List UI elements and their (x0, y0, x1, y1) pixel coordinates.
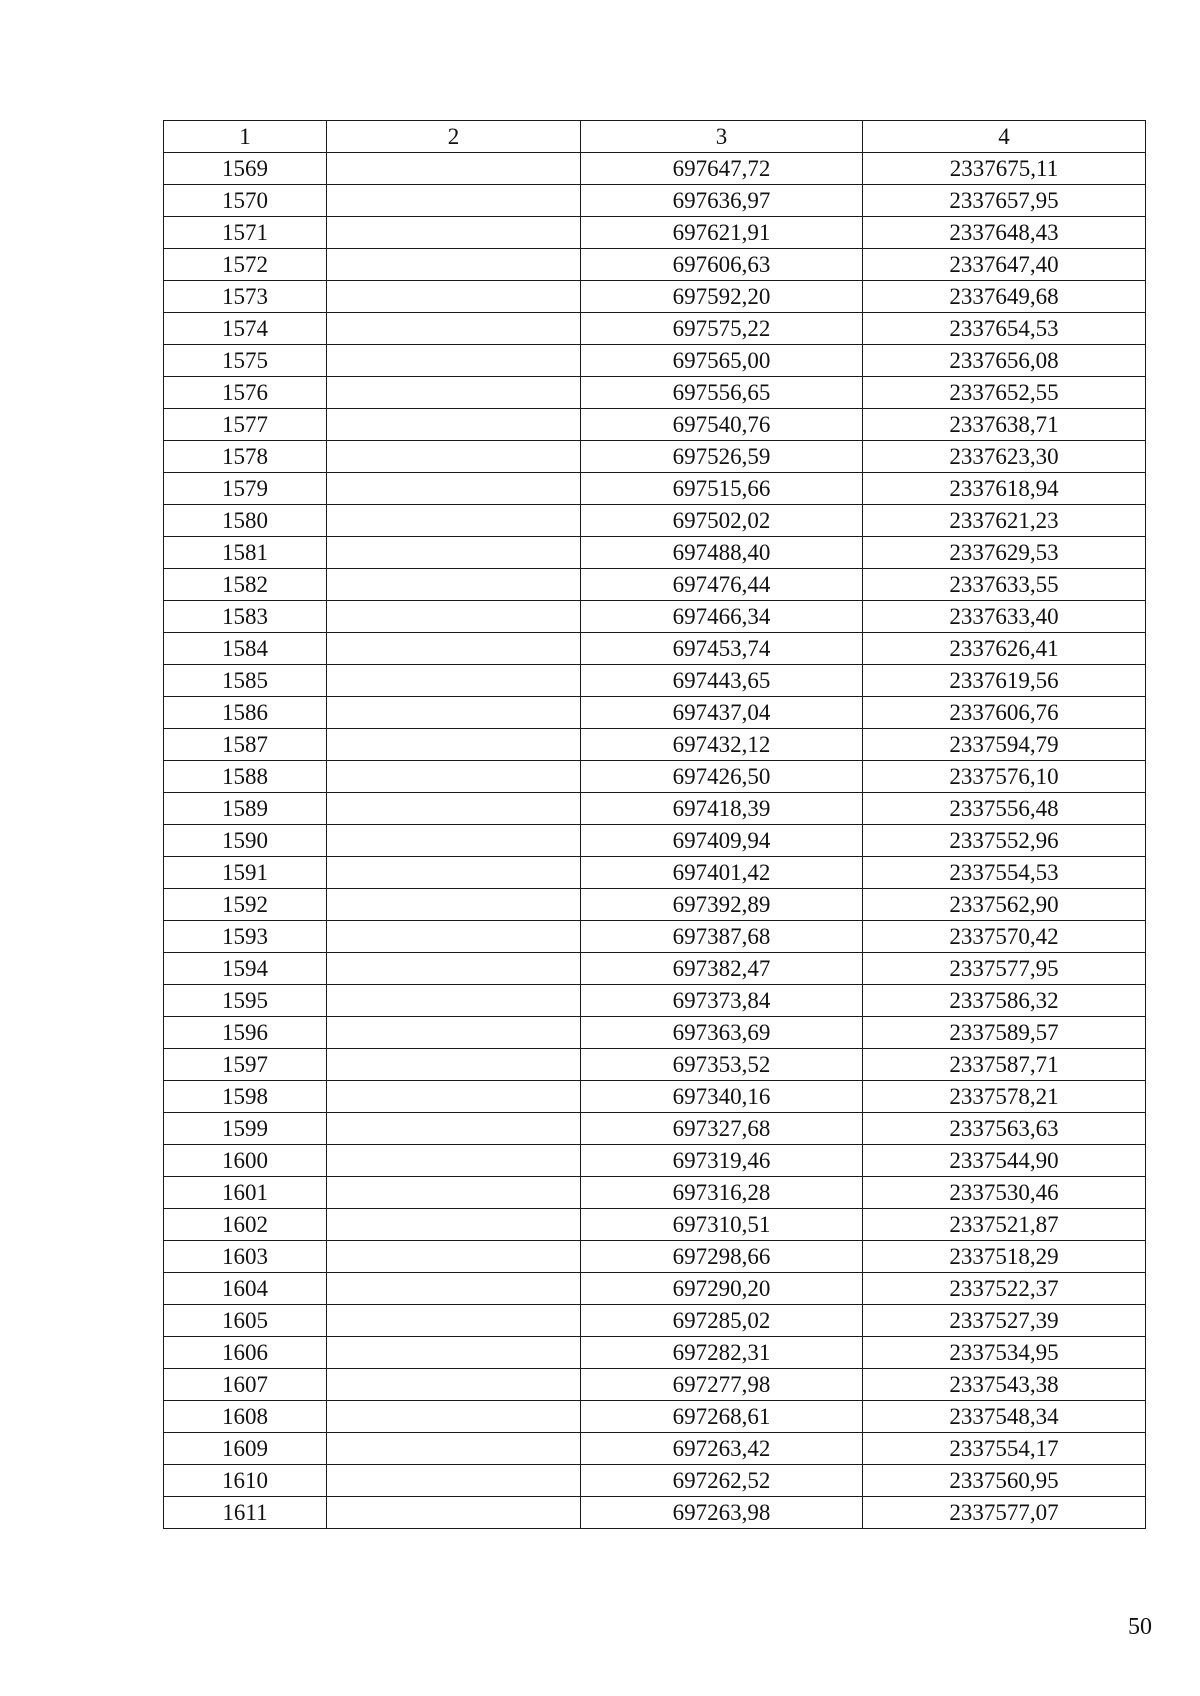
table-cell-col-4: 2337521,87 (863, 1209, 1146, 1241)
table-cell-col-4: 2337556,48 (863, 793, 1146, 825)
table-row (164, 953, 1146, 985)
table-cell-col-3: 697363,69 (581, 1017, 863, 1049)
table-cell-col-2 (327, 441, 581, 473)
table-cell-col-2 (327, 985, 581, 1017)
table-cell-col-4: 2337586,32 (863, 985, 1146, 1017)
table-header-row (164, 121, 1146, 153)
table-cell-col-2 (327, 1369, 581, 1401)
table-cell-col-3: 697621,91 (581, 217, 863, 249)
table-row (164, 1273, 1146, 1305)
table-cell-col-3: 697556,65 (581, 377, 863, 409)
table-cell-col-1: 1600 (164, 1145, 327, 1177)
table-cell-col-1: 1585 (164, 665, 327, 697)
table-row (164, 1241, 1146, 1273)
table-cell-col-1: 1595 (164, 985, 327, 1017)
header-col-1: 1 (164, 121, 327, 153)
table-cell-col-4: 2337623,30 (863, 441, 1146, 473)
table-row (164, 1177, 1146, 1209)
table-cell-col-2 (327, 1273, 581, 1305)
table-cell-col-1: 1581 (164, 537, 327, 569)
table-cell-col-2 (327, 1209, 581, 1241)
table-cell-col-4: 2337518,29 (863, 1241, 1146, 1273)
table-cell-col-1: 1607 (164, 1369, 327, 1401)
table-row (164, 1305, 1146, 1337)
table-cell-col-1: 1592 (164, 889, 327, 921)
table-cell-col-3: 697565,00 (581, 345, 863, 377)
table-cell-col-3: 697453,74 (581, 633, 863, 665)
table-cell-col-4: 2337647,40 (863, 249, 1146, 281)
table-cell-col-3: 697409,94 (581, 825, 863, 857)
table-cell-col-2 (327, 1177, 581, 1209)
table-row (164, 505, 1146, 537)
table-cell-col-1: 1590 (164, 825, 327, 857)
table-cell-col-3: 697298,66 (581, 1241, 863, 1273)
table-cell-col-1: 1570 (164, 185, 327, 217)
table-cell-col-2 (327, 1497, 581, 1529)
table-cell-col-1: 1608 (164, 1401, 327, 1433)
table-cell-col-2 (327, 345, 581, 377)
table-cell-col-1: 1587 (164, 729, 327, 761)
table-cell-col-2 (327, 729, 581, 761)
table-cell-col-4: 2337657,95 (863, 185, 1146, 217)
table-cell-col-4: 2337530,46 (863, 1177, 1146, 1209)
table-cell-col-1: 1575 (164, 345, 327, 377)
table-cell-col-3: 697575,22 (581, 313, 863, 345)
table-row (164, 345, 1146, 377)
table-cell-col-1: 1573 (164, 281, 327, 313)
table-cell-col-3: 697268,61 (581, 1401, 863, 1433)
table-cell-col-3: 697502,02 (581, 505, 863, 537)
table-cell-col-2 (327, 1017, 581, 1049)
table-cell-col-4: 2337562,90 (863, 889, 1146, 921)
table-row (164, 1369, 1146, 1401)
table-cell-col-2 (327, 1401, 581, 1433)
table-cell-col-3: 697282,31 (581, 1337, 863, 1369)
table-cell-col-2 (327, 1433, 581, 1465)
table-cell-col-2 (327, 921, 581, 953)
table-cell-col-2 (327, 601, 581, 633)
table-cell-col-3: 697382,47 (581, 953, 863, 985)
table-cell-col-2 (327, 249, 581, 281)
table-cell-col-1: 1574 (164, 313, 327, 345)
table-row (164, 409, 1146, 441)
table-cell-col-3: 697437,04 (581, 697, 863, 729)
table-body (164, 153, 1146, 1529)
table-cell-col-1: 1572 (164, 249, 327, 281)
table-cell-col-2 (327, 313, 581, 345)
table-cell-col-3: 697263,98 (581, 1497, 863, 1529)
table-cell-col-3: 697443,65 (581, 665, 863, 697)
table-cell-col-4: 2337626,41 (863, 633, 1146, 665)
table-cell-col-4: 2337552,96 (863, 825, 1146, 857)
table-cell-col-4: 2337648,43 (863, 217, 1146, 249)
table-cell-col-2 (327, 1081, 581, 1113)
table-row (164, 153, 1146, 185)
table-cell-col-1: 1606 (164, 1337, 327, 1369)
table-cell-col-2 (327, 697, 581, 729)
table-cell-col-4: 2337638,71 (863, 409, 1146, 441)
table-cell-col-4: 2337577,07 (863, 1497, 1146, 1529)
page-number: 50 (1128, 1614, 1152, 1640)
table-row (164, 1497, 1146, 1529)
header-col-3: 3 (581, 121, 863, 153)
table-row (164, 1433, 1146, 1465)
table-cell-col-3: 697327,68 (581, 1113, 863, 1145)
table-row (164, 1081, 1146, 1113)
table-cell-col-4: 2337656,08 (863, 345, 1146, 377)
table-cell-col-1: 1603 (164, 1241, 327, 1273)
table-cell-col-2 (327, 281, 581, 313)
table-cell-col-4: 2337534,95 (863, 1337, 1146, 1369)
table-row (164, 1017, 1146, 1049)
table-cell-col-2 (327, 1465, 581, 1497)
table-cell-col-4: 2337544,90 (863, 1145, 1146, 1177)
table-cell-col-3: 697526,59 (581, 441, 863, 473)
table-cell-col-4: 2337633,40 (863, 601, 1146, 633)
header-col-4: 4 (863, 121, 1146, 153)
table-cell-col-3: 697285,02 (581, 1305, 863, 1337)
table-row (164, 889, 1146, 921)
table-cell-col-4: 2337633,55 (863, 569, 1146, 601)
table-cell-col-1: 1580 (164, 505, 327, 537)
table-cell-col-1: 1576 (164, 377, 327, 409)
table-row (164, 665, 1146, 697)
table-cell-col-4: 2337675,11 (863, 153, 1146, 185)
table-row (164, 1337, 1146, 1369)
table-cell-col-2 (327, 185, 581, 217)
table-row (164, 633, 1146, 665)
table-cell-col-1: 1569 (164, 153, 327, 185)
table-cell-col-4: 2337594,79 (863, 729, 1146, 761)
table-row (164, 473, 1146, 505)
table-cell-col-3: 697262,52 (581, 1465, 863, 1497)
table-cell-col-2 (327, 409, 581, 441)
table-row (164, 441, 1146, 473)
table-cell-col-4: 2337554,53 (863, 857, 1146, 889)
table-cell-col-1: 1586 (164, 697, 327, 729)
table-cell-col-4: 2337618,94 (863, 473, 1146, 505)
coordinates-table (163, 120, 1146, 1529)
table-cell-col-4: 2337578,21 (863, 1081, 1146, 1113)
table-cell-col-4: 2337563,63 (863, 1113, 1146, 1145)
table-cell-col-3: 697401,42 (581, 857, 863, 889)
table-row (164, 281, 1146, 313)
table-row (164, 1401, 1146, 1433)
table-row (164, 377, 1146, 409)
table-cell-col-4: 2337560,95 (863, 1465, 1146, 1497)
table-cell-col-2 (327, 793, 581, 825)
table-cell-col-4: 2337606,76 (863, 697, 1146, 729)
table-cell-col-3: 697647,72 (581, 153, 863, 185)
table-cell-col-1: 1601 (164, 1177, 327, 1209)
table-cell-col-3: 697373,84 (581, 985, 863, 1017)
table-cell-col-3: 697432,12 (581, 729, 863, 761)
table-cell-col-2 (327, 473, 581, 505)
table-cell-col-3: 697540,76 (581, 409, 863, 441)
table-cell-col-4: 2337621,23 (863, 505, 1146, 537)
table-row (164, 249, 1146, 281)
table-cell-col-3: 697636,97 (581, 185, 863, 217)
table-cell-col-4: 2337654,53 (863, 313, 1146, 345)
table-cell-col-1: 1589 (164, 793, 327, 825)
table-row (164, 217, 1146, 249)
table-cell-col-1: 1598 (164, 1081, 327, 1113)
table-cell-col-2 (327, 505, 581, 537)
table-cell-col-2 (327, 665, 581, 697)
table-cell-col-2 (327, 1049, 581, 1081)
table-cell-col-2 (327, 377, 581, 409)
table-row (164, 185, 1146, 217)
table-cell-col-4: 2337522,37 (863, 1273, 1146, 1305)
table-cell-col-1: 1610 (164, 1465, 327, 1497)
table-cell-col-2 (327, 1113, 581, 1145)
table-cell-col-3: 697340,16 (581, 1081, 863, 1113)
table-cell-col-1: 1582 (164, 569, 327, 601)
table-row (164, 313, 1146, 345)
table-cell-col-4: 2337629,53 (863, 537, 1146, 569)
table-cell-col-4: 2337619,56 (863, 665, 1146, 697)
table-cell-col-3: 697488,40 (581, 537, 863, 569)
table-cell-col-1: 1583 (164, 601, 327, 633)
table-cell-col-2 (327, 217, 581, 249)
table-row (164, 1049, 1146, 1081)
table-cell-col-4: 2337652,55 (863, 377, 1146, 409)
table-cell-col-3: 697387,68 (581, 921, 863, 953)
table-cell-col-1: 1605 (164, 1305, 327, 1337)
table-cell-col-1: 1579 (164, 473, 327, 505)
table-cell-col-2 (327, 153, 581, 185)
table-cell-col-3: 697319,46 (581, 1145, 863, 1177)
table-cell-col-1: 1599 (164, 1113, 327, 1145)
table-cell-col-2 (327, 1305, 581, 1337)
table-cell-col-1: 1584 (164, 633, 327, 665)
table-row (164, 1465, 1146, 1497)
table-cell-col-2 (327, 633, 581, 665)
table-row (164, 825, 1146, 857)
table-cell-col-3: 697592,20 (581, 281, 863, 313)
table-cell-col-3: 697310,51 (581, 1209, 863, 1241)
table-cell-col-4: 2337649,68 (863, 281, 1146, 313)
table-cell-col-2 (327, 761, 581, 793)
table-cell-col-1: 1588 (164, 761, 327, 793)
table-row (164, 569, 1146, 601)
table-cell-col-1: 1597 (164, 1049, 327, 1081)
table-cell-col-3: 697426,50 (581, 761, 863, 793)
table-cell-col-4: 2337589,57 (863, 1017, 1146, 1049)
table-cell-col-2 (327, 953, 581, 985)
table-row (164, 1145, 1146, 1177)
table-row (164, 601, 1146, 633)
table-cell-col-2 (327, 1145, 581, 1177)
table-row (164, 1209, 1146, 1241)
table-cell-col-1: 1577 (164, 409, 327, 441)
table-cell-col-1: 1611 (164, 1497, 327, 1529)
table-cell-col-2 (327, 569, 581, 601)
table-cell-col-2 (327, 857, 581, 889)
table-cell-col-1: 1571 (164, 217, 327, 249)
table-cell-col-1: 1609 (164, 1433, 327, 1465)
table-cell-col-1: 1593 (164, 921, 327, 953)
table-cell-col-4: 2337554,17 (863, 1433, 1146, 1465)
table-row (164, 793, 1146, 825)
table-cell-col-4: 2337527,39 (863, 1305, 1146, 1337)
table-cell-col-2 (327, 1241, 581, 1273)
table-row (164, 697, 1146, 729)
table-cell-col-4: 2337577,95 (863, 953, 1146, 985)
table-cell-col-3: 697418,39 (581, 793, 863, 825)
table-cell-col-3: 697476,44 (581, 569, 863, 601)
table-cell-col-3: 697515,66 (581, 473, 863, 505)
table-cell-col-1: 1602 (164, 1209, 327, 1241)
table-cell-col-4: 2337570,42 (863, 921, 1146, 953)
table-row (164, 537, 1146, 569)
table-cell-col-1: 1596 (164, 1017, 327, 1049)
table-cell-col-4: 2337587,71 (863, 1049, 1146, 1081)
table-cell-col-2 (327, 825, 581, 857)
table-cell-col-4: 2337576,10 (863, 761, 1146, 793)
table-cell-col-3: 697606,63 (581, 249, 863, 281)
table-cell-col-3: 697466,34 (581, 601, 863, 633)
table-cell-col-1: 1591 (164, 857, 327, 889)
table-cell-col-1: 1578 (164, 441, 327, 473)
table-cell-col-3: 697392,89 (581, 889, 863, 921)
table-row (164, 985, 1146, 1017)
table-cell-col-2 (327, 537, 581, 569)
table-row (164, 729, 1146, 761)
table-row (164, 857, 1146, 889)
table-cell-col-3: 697353,52 (581, 1049, 863, 1081)
table-cell-col-3: 697316,28 (581, 1177, 863, 1209)
table-cell-col-3: 697277,98 (581, 1369, 863, 1401)
table-row (164, 761, 1146, 793)
table-cell-col-2 (327, 1337, 581, 1369)
table-cell-col-4: 2337548,34 (863, 1401, 1146, 1433)
table-row (164, 921, 1146, 953)
table-cell-col-1: 1604 (164, 1273, 327, 1305)
table-cell-col-2 (327, 889, 581, 921)
table-row (164, 1113, 1146, 1145)
table-cell-col-3: 697290,20 (581, 1273, 863, 1305)
header-col-2: 2 (327, 121, 581, 153)
table-cell-col-1: 1594 (164, 953, 327, 985)
table-cell-col-4: 2337543,38 (863, 1369, 1146, 1401)
table-cell-col-3: 697263,42 (581, 1433, 863, 1465)
